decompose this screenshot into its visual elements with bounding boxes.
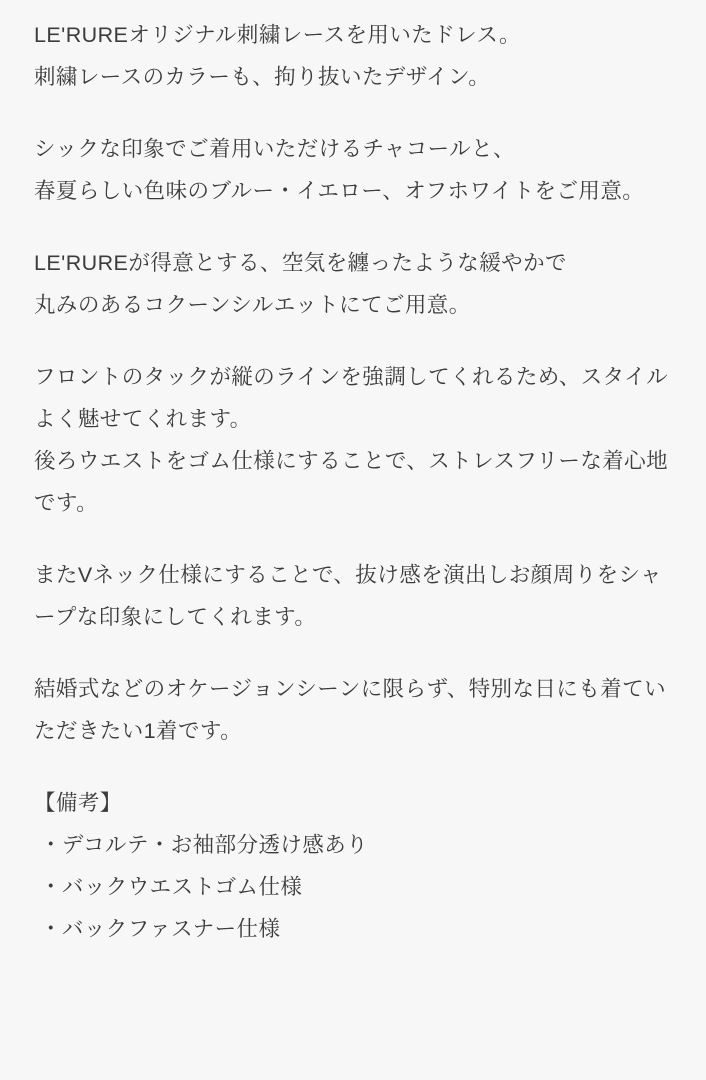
notes-item: ・バックウエストゴム仕様 — [40, 875, 303, 899]
paragraph-line: LE'RUREが得意とする、空気を纏ったような緩やかで — [34, 251, 567, 275]
notes-heading: 【備考】 — [34, 791, 122, 815]
paragraph-silhouette — [34, 242, 672, 326]
paragraph-line: 結婚式などのオケージョンシーンに限らず、特別な日にも着ていただきたい1着です。 — [34, 677, 666, 743]
notes-item: ・バックファスナー仕様 — [40, 917, 281, 941]
paragraph-tuck — [34, 356, 672, 524]
paragraph-line: 春夏らしい色味のブルー・イエロー、オフホワイトをご用意。 — [34, 179, 645, 203]
paragraph-line: 後ろウエストをゴム仕様にすることで、ストレスフリーな着心地です。 — [34, 449, 669, 515]
paragraph-vneck — [34, 554, 672, 638]
paragraph-intro — [34, 14, 672, 98]
paragraph-line: 丸みのあるコクーンシルエットにてご用意。 — [34, 293, 471, 317]
notes-section — [34, 782, 672, 950]
paragraph-line: フロントのタックが縦のラインを強調してくれるため、スタイルよく魅せてくれます。 — [34, 365, 669, 431]
paragraph-line: シックな印象でご着用いただけるチャコールと、 — [34, 137, 515, 161]
paragraph-colors — [34, 128, 672, 212]
paragraph-line: 刺繍レースのカラーも、拘り抜いたデザイン。 — [34, 65, 491, 89]
notes-item: ・デコルテ・お袖部分透け感あり — [40, 833, 369, 857]
paragraph-occasion — [34, 668, 672, 752]
paragraph-line: またVネック仕様にすることで、抜け感を演出しお顔周りをシャープな印象にしてくれます。 — [34, 563, 662, 629]
paragraph-line: LE'RUREオリジナル刺繍レースを用いたドレス。 — [34, 23, 521, 47]
